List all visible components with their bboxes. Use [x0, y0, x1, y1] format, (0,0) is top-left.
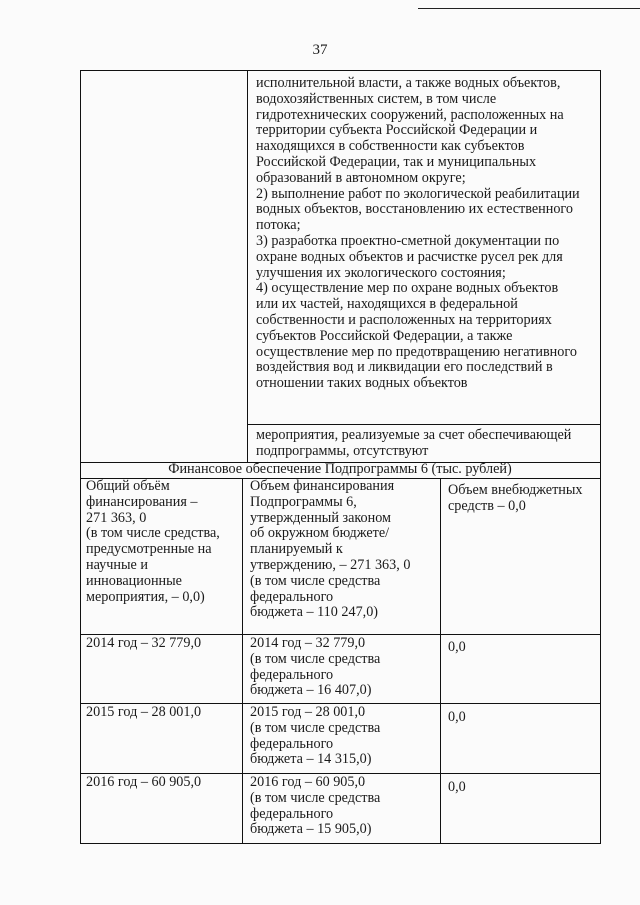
- year-2014-budget: 2014 год – 32 779,0 (в том числе средства федерального бюджета – 16 407,0): [250, 635, 381, 699]
- year-2015-extra: 0,0: [448, 709, 466, 725]
- year-2016-total: 2016 год – 60 905,0: [86, 774, 202, 790]
- header-rule: [418, 8, 640, 9]
- continued-measures-text: исполнительной власти, а также водных объектов, водохозяйственных систем, в том числе гидротехнических сооружений, расположенных на территории субъекта Российской Федерации и находящихся в собственности как субъектов Российской Федерации, так и муниципальных образований в автономном округе; 2) выполнение работ по экологической реабилитации водных объектов, восстановлению их естественного потока; 3) разработка проектно-сметной документации по охране водных объектов и расчистке русел рек для улучшения их экологического состояния; 4) осуществление мер по охране водных объектов или их частей, находящихся в федеральной собственности и расположенных на территориях субъектов Российской Федерации, а также осуществление мер по предотвращению негативного воздействия вод и ликвидации его последствий в отношении таких водных объектов: [256, 75, 580, 392]
- year-2014-total: 2014 год – 32 779,0: [86, 635, 202, 651]
- table-left-border: [80, 70, 81, 844]
- financing-section-title: Финансовое обеспечение Подпрограммы 6 (тыс. рублей): [168, 461, 512, 477]
- year-2015-budget: 2015 год – 28 001,0 (в том числе средства федерального бюджета – 14 315,0): [250, 704, 381, 768]
- year-2014-extra: 0,0: [448, 639, 466, 655]
- total-financing-cell: Общий объём финансирования – 271 363, 0 (в том числе средства, предусмотренные на научные и инновационные мероприятия, – 0,0): [86, 478, 220, 605]
- table-top-border: [80, 70, 600, 71]
- page-number: 37: [312, 42, 328, 58]
- science-measures-note: мероприятия, реализуемые за счет обеспечивающей подпрограммы, отсутствуют: [256, 427, 572, 459]
- table-right-border: [600, 70, 601, 844]
- table-bottom-border: [80, 843, 600, 844]
- upper-column-divider: [247, 70, 248, 462]
- lower-column-divider-2: [440, 478, 441, 844]
- year-2016-extra: 0,0: [448, 779, 466, 795]
- note-top-border: [247, 424, 600, 425]
- extrabudgetary-cell: Объем внебюджетных средств – 0,0: [448, 482, 583, 514]
- lower-column-divider-1: [242, 478, 243, 844]
- year-2015-total: 2015 год – 28 001,0: [86, 704, 202, 720]
- budget-financing-cell: Объем финансирования Подпрограммы 6, утвержденный законом об окружном бюджете/ планируемый к утверждению, – 271 363, 0 (в том числе средства федерального бюджета – 110 247,0): [250, 478, 411, 621]
- year-2016-budget: 2016 год – 60 905,0 (в том числе средства федерального бюджета – 15 905,0): [250, 774, 381, 838]
